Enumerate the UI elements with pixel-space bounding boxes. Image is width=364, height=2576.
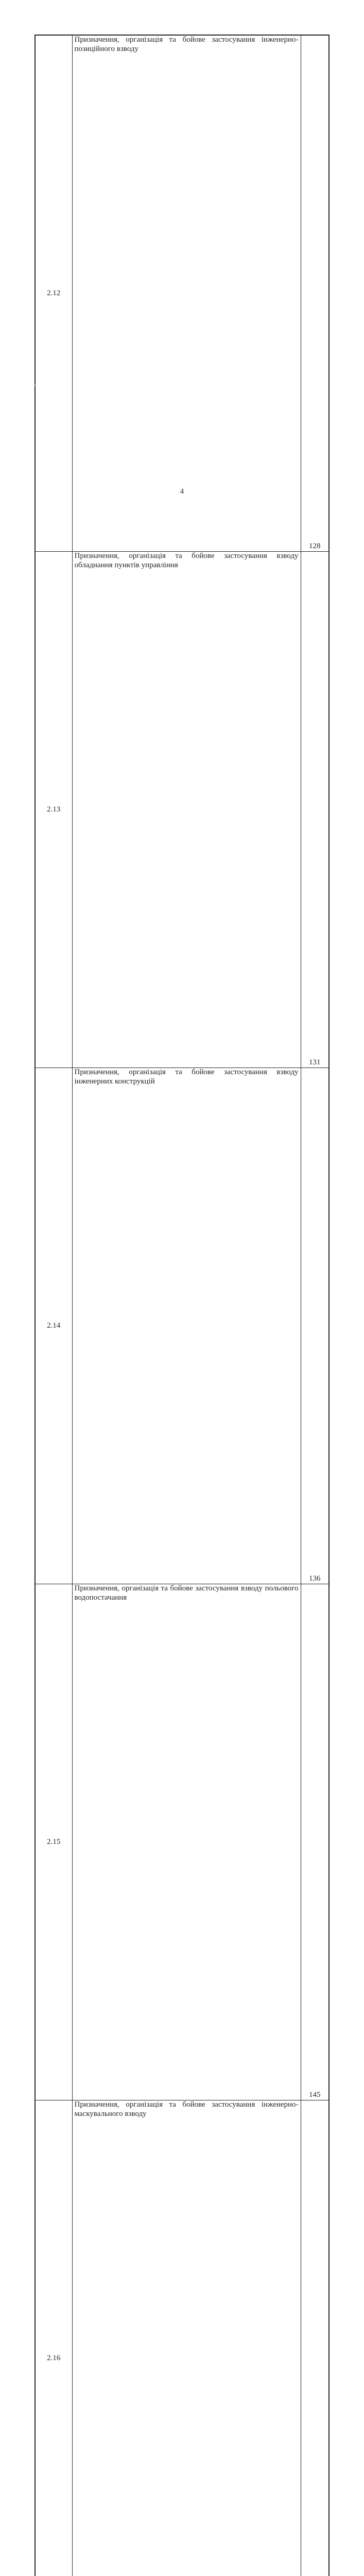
toc-row-page: 136 [301, 1068, 329, 1584]
toc-row [35, 35, 329, 552]
toc-row [35, 1068, 329, 1584]
toc-row-number: 2.12 [35, 35, 72, 552]
toc-row-title: Призначення, організація та бойове застосування інженерно-позиційного взводу [72, 35, 301, 552]
toc-row-title: Призначення, організація та бойове застосування взводу інженерних конструкцій [72, 1068, 301, 1584]
toc-row-title: Призначення, організація та бойове застосування взводу обладнання пунктів управління [72, 552, 301, 1068]
toc-row-page [301, 2100, 329, 2576]
scan-speckle-artifact [34, 384, 36, 386]
footer-page-number: 4 [0, 487, 364, 496]
scanned-document-page [0, 0, 364, 515]
table-of-contents [34, 35, 330, 2576]
toc-row-number: 2.13 [35, 552, 72, 1068]
toc-row-title: Призначення, організація та бойове застосування інженерно-маскувального взводу [72, 2100, 301, 2576]
toc-row-page: 145 [301, 1584, 329, 2100]
toc-row [35, 2100, 329, 2576]
toc-row [35, 552, 329, 1068]
toc-row-number: 2.15 [35, 1584, 72, 2100]
toc-row-title: Призначення, організація та бойове застосування взводу польового водопостачання [72, 1584, 301, 2100]
toc-row-page: 128 [301, 35, 329, 552]
toc-row-number: 2.14 [35, 1068, 72, 1584]
toc-row-number: 2.16 [35, 2100, 72, 2576]
toc-row-page: 131 [301, 552, 329, 1068]
toc-row [35, 1584, 329, 2100]
